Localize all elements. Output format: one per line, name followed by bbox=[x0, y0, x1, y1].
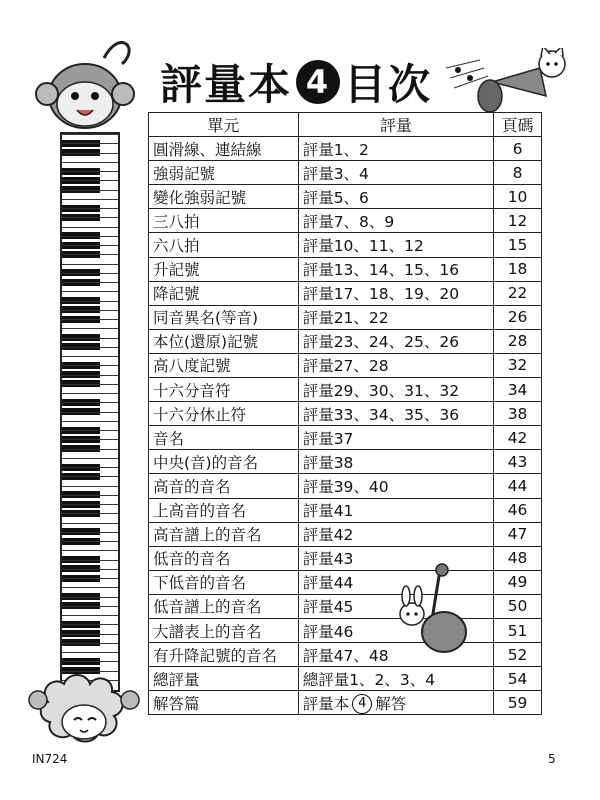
page-cell: 34 bbox=[494, 378, 542, 402]
title-circled-number: 4 bbox=[296, 60, 340, 104]
piano-white-key-divider bbox=[62, 430, 118, 431]
piano-white-key-divider bbox=[62, 208, 118, 209]
unit-cell: 十六分音符 bbox=[149, 378, 299, 402]
unit-cell: 高音譜上的音名 bbox=[149, 522, 299, 546]
table-row bbox=[149, 402, 542, 426]
table-row bbox=[149, 546, 542, 570]
piano-white-key-divider bbox=[62, 439, 118, 440]
page-cell: 22 bbox=[494, 281, 542, 305]
piano-white-key-divider bbox=[62, 236, 118, 237]
unit-cell: 上高音的音名 bbox=[149, 498, 299, 522]
page-cell: 43 bbox=[494, 450, 542, 474]
table-row bbox=[149, 353, 542, 377]
evaluation-cell: 評量17、18、19、20 bbox=[298, 281, 493, 305]
unit-cell: 本位(還原)記號 bbox=[149, 329, 299, 353]
unit-cell: 六八拍 bbox=[149, 233, 299, 257]
evaluation-cell: 評量13、14、15、16 bbox=[298, 257, 493, 281]
piano-keyboard-icon bbox=[60, 132, 120, 692]
piano-white-key-divider bbox=[62, 634, 118, 635]
page-cell: 15 bbox=[494, 233, 542, 257]
page-cell: 28 bbox=[494, 329, 542, 353]
piano-white-key-divider bbox=[62, 134, 118, 135]
unit-cell: 高音的音名 bbox=[149, 474, 299, 498]
piano-white-key-divider bbox=[62, 513, 118, 514]
table-row bbox=[149, 305, 542, 329]
piano-white-key-divider bbox=[62, 661, 118, 662]
table-row bbox=[149, 185, 542, 209]
page-cell: 12 bbox=[494, 209, 542, 233]
piano-white-key-divider bbox=[62, 606, 118, 607]
piano-white-key-divider bbox=[62, 458, 118, 459]
table-row bbox=[149, 281, 542, 305]
page-number: 5 bbox=[548, 752, 556, 766]
cat-trumpet-icon bbox=[440, 48, 580, 116]
piano-white-key-divider bbox=[62, 624, 118, 625]
eval-circled-number: 4 bbox=[352, 694, 372, 714]
piano-white-key-divider bbox=[62, 393, 118, 394]
piano-white-key-divider bbox=[62, 180, 118, 181]
piano-white-key-divider bbox=[62, 190, 118, 191]
piano-white-key-divider bbox=[62, 319, 118, 320]
piano-white-key-divider bbox=[62, 282, 118, 283]
evaluation-cell: 評量45 bbox=[298, 594, 493, 618]
table-row bbox=[149, 137, 542, 161]
page-cell: 54 bbox=[494, 667, 542, 691]
table-row bbox=[149, 570, 542, 594]
evaluation-cell: 評量33、34、35、36 bbox=[298, 402, 493, 426]
unit-cell: 圓滑線、連結線 bbox=[149, 137, 299, 161]
header-page: 頁碼 bbox=[494, 113, 542, 137]
page-cell: 46 bbox=[494, 498, 542, 522]
table-row bbox=[149, 233, 542, 257]
piano-white-key-divider bbox=[62, 578, 118, 579]
piano-white-key-divider bbox=[62, 328, 118, 329]
piano-white-key-divider bbox=[62, 347, 118, 348]
evaluation-cell: 總評量1、2、3、4 bbox=[298, 667, 493, 691]
table-row bbox=[149, 618, 542, 642]
piano-white-key-divider bbox=[62, 550, 118, 551]
monkey-mascot-icon bbox=[30, 28, 140, 140]
evaluation-cell: 評量46 bbox=[298, 618, 493, 642]
unit-cell: 大譜表上的音名 bbox=[149, 618, 299, 642]
evaluation-cell: 評量41 bbox=[298, 498, 493, 522]
evaluation-cell: 評量38 bbox=[298, 450, 493, 474]
product-code: IN724 bbox=[32, 752, 68, 766]
unit-cell: 同音異名(等音) bbox=[149, 305, 299, 329]
piano-white-key-divider bbox=[62, 245, 118, 246]
piano-white-key-divider bbox=[62, 153, 118, 154]
evaluation-cell: 評量5、6 bbox=[298, 185, 493, 209]
evaluation-cell bbox=[298, 691, 493, 715]
rabbit-mandolin-icon bbox=[392, 562, 480, 658]
page-title bbox=[160, 52, 432, 112]
unit-cell: 升記號 bbox=[149, 257, 299, 281]
table-row bbox=[149, 161, 542, 185]
piano-white-key-divider bbox=[62, 587, 118, 588]
unit-cell: 中央(音)的音名 bbox=[149, 450, 299, 474]
evaluation-cell: 評量43 bbox=[298, 546, 493, 570]
piano-white-key-divider bbox=[62, 532, 118, 533]
piano-white-key-divider bbox=[62, 264, 118, 265]
page-cell: 47 bbox=[494, 522, 542, 546]
table-header-row bbox=[149, 113, 542, 137]
page-cell: 42 bbox=[494, 426, 542, 450]
page-cell: 6 bbox=[494, 137, 542, 161]
evaluation-cell: 評量39、40 bbox=[298, 474, 493, 498]
piano-white-key-divider bbox=[62, 254, 118, 255]
evaluation-cell: 評量44 bbox=[298, 570, 493, 594]
piano-white-key-divider bbox=[62, 273, 118, 274]
piano-white-key-divider bbox=[62, 569, 118, 570]
page-cell: 32 bbox=[494, 353, 542, 377]
unit-cell: 變化強弱記號 bbox=[149, 185, 299, 209]
page-cell: 26 bbox=[494, 305, 542, 329]
table-row bbox=[149, 329, 542, 353]
unit-cell: 強弱記號 bbox=[149, 161, 299, 185]
piano-white-key-divider bbox=[62, 412, 118, 413]
table-row bbox=[149, 498, 542, 522]
piano-white-key-divider bbox=[62, 495, 118, 496]
piano-white-key-divider bbox=[62, 227, 118, 228]
unit-cell: 音名 bbox=[149, 426, 299, 450]
piano-white-key-divider bbox=[62, 384, 118, 385]
piano-white-key-divider bbox=[62, 217, 118, 218]
piano-white-key-divider bbox=[62, 486, 118, 487]
piano-white-key-divider bbox=[62, 291, 118, 292]
piano-white-key-divider bbox=[62, 523, 118, 524]
title-text-before: 評量本 bbox=[160, 60, 293, 109]
piano-white-key-divider bbox=[62, 504, 118, 505]
evaluation-cell: 評量3、4 bbox=[298, 161, 493, 185]
table-row bbox=[149, 522, 542, 546]
evaluation-cell: 評量42 bbox=[298, 522, 493, 546]
evaluation-cell: 評量21、22 bbox=[298, 305, 493, 329]
piano-white-key-divider bbox=[62, 356, 118, 357]
piano-white-key-divider bbox=[62, 476, 118, 477]
toc-table bbox=[148, 112, 542, 715]
header-evaluation: 評量 bbox=[298, 113, 493, 137]
unit-cell: 三八拍 bbox=[149, 209, 299, 233]
evaluation-cell: 評量7、8、9 bbox=[298, 209, 493, 233]
page-cell: 59 bbox=[494, 691, 542, 715]
page-cell: 18 bbox=[494, 257, 542, 281]
piano-white-key-divider bbox=[62, 467, 118, 468]
piano-white-key-divider bbox=[62, 338, 118, 339]
piano-white-key-divider bbox=[62, 643, 118, 644]
evaluation-cell: 評量29、30、31、32 bbox=[298, 378, 493, 402]
page-cell: 48 bbox=[494, 546, 542, 570]
title-text-after: 目次 bbox=[344, 60, 433, 109]
piano-white-key-divider bbox=[62, 449, 118, 450]
table-row bbox=[149, 474, 542, 498]
piano-white-key-divider bbox=[62, 310, 118, 311]
piano-white-key-divider bbox=[62, 560, 118, 561]
table-row bbox=[149, 450, 542, 474]
piano-white-key-divider bbox=[62, 365, 118, 366]
page-cell: 51 bbox=[494, 618, 542, 642]
page-cell: 49 bbox=[494, 570, 542, 594]
page-cell: 8 bbox=[494, 161, 542, 185]
evaluation-cell: 評量27、28 bbox=[298, 353, 493, 377]
header-unit: 單元 bbox=[149, 113, 299, 137]
page-cell: 10 bbox=[494, 185, 542, 209]
page-cell: 38 bbox=[494, 402, 542, 426]
unit-cell: 下低音的音名 bbox=[149, 570, 299, 594]
unit-cell: 有升降記號的音名 bbox=[149, 643, 299, 667]
piano-white-key-divider bbox=[62, 375, 118, 376]
table-row bbox=[149, 426, 542, 450]
table-row bbox=[149, 643, 542, 667]
page-cell: 50 bbox=[494, 594, 542, 618]
piano-white-key-divider bbox=[62, 597, 118, 598]
piano-white-key-divider bbox=[62, 301, 118, 302]
eval-text-before: 評量本 bbox=[302, 694, 350, 713]
evaluation-cell: 評量10、11、12 bbox=[298, 233, 493, 257]
table-row bbox=[149, 691, 542, 715]
unit-cell: 低音的音名 bbox=[149, 546, 299, 570]
evaluation-cell: 評量47、48 bbox=[298, 643, 493, 667]
page-cell: 44 bbox=[494, 474, 542, 498]
unit-cell: 低音譜上的音名 bbox=[149, 594, 299, 618]
table-row bbox=[149, 378, 542, 402]
page-cell: 52 bbox=[494, 643, 542, 667]
evaluation-cell: 評量1、2 bbox=[298, 137, 493, 161]
table-row bbox=[149, 594, 542, 618]
piano-white-key-divider bbox=[62, 615, 118, 616]
piano-white-key-divider bbox=[62, 162, 118, 163]
unit-cell: 十六分休止符 bbox=[149, 402, 299, 426]
unit-cell: 高八度記號 bbox=[149, 353, 299, 377]
table-row bbox=[149, 257, 542, 281]
piano-white-key-divider bbox=[62, 652, 118, 653]
evaluation-cell: 評量37 bbox=[298, 426, 493, 450]
piano-white-key-divider bbox=[62, 402, 118, 403]
unit-cell: 解答篇 bbox=[149, 691, 299, 715]
evaluation-cell: 評量23、24、25、26 bbox=[298, 329, 493, 353]
unit-cell: 總評量 bbox=[149, 667, 299, 691]
piano-white-key-divider bbox=[62, 421, 118, 422]
table-row bbox=[149, 667, 542, 691]
eval-text-after: 解答 bbox=[375, 694, 407, 713]
piano-white-key-divider bbox=[62, 143, 118, 144]
piano-white-key-divider bbox=[62, 541, 118, 542]
piano-white-key-divider bbox=[62, 171, 118, 172]
table-row bbox=[149, 209, 542, 233]
piano-white-key-divider bbox=[62, 199, 118, 200]
sheep-mascot-icon bbox=[28, 672, 140, 752]
unit-cell: 降記號 bbox=[149, 281, 299, 305]
